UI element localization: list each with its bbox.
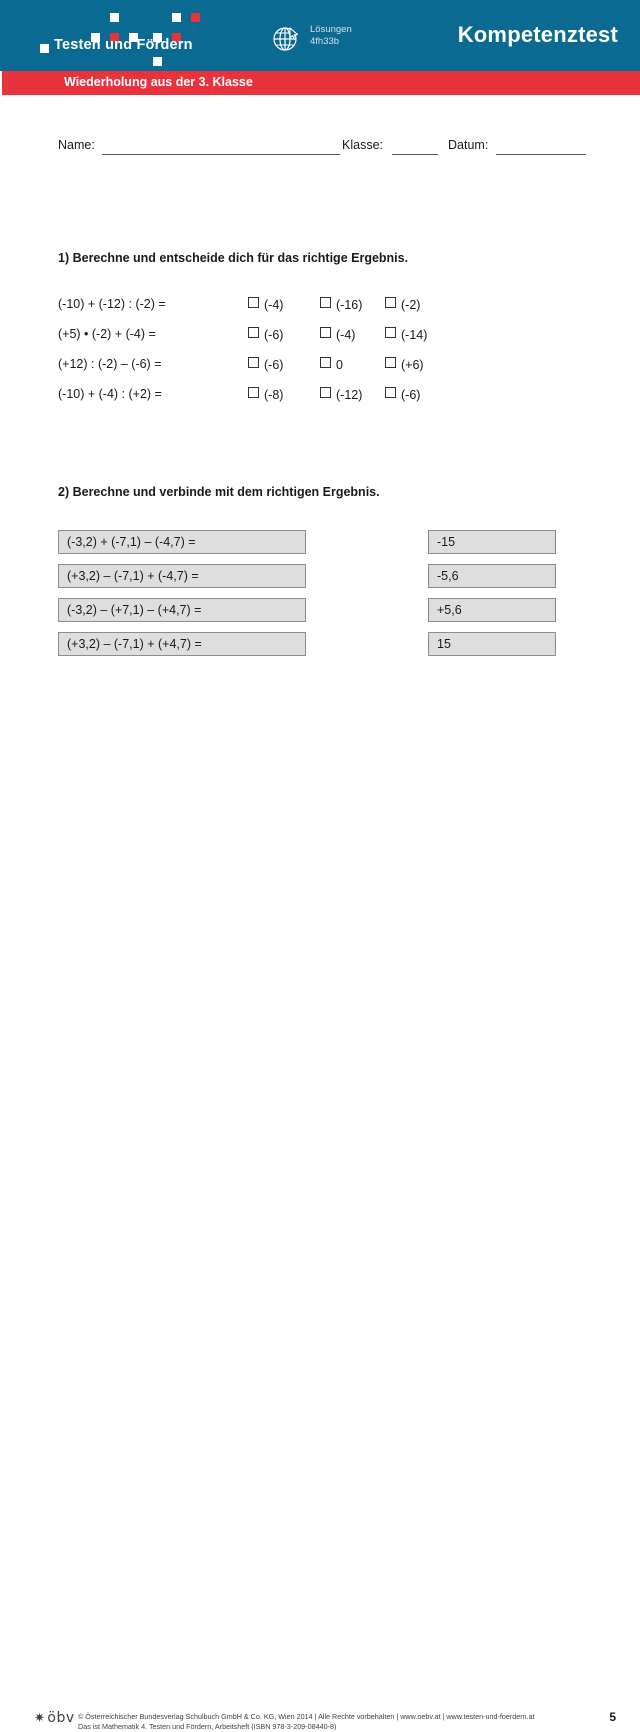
exercise-1-row <box>58 327 478 357</box>
checkbox-icon[interactable] <box>320 387 331 398</box>
logo-square-white <box>40 44 49 53</box>
checkbox-option[interactable] <box>320 297 362 312</box>
match-row <box>0 598 640 632</box>
option-label: (-2) <box>401 298 421 312</box>
checkbox-option[interactable] <box>385 387 420 402</box>
checkbox-icon[interactable] <box>320 297 331 308</box>
publisher-logo <box>34 1710 75 1726</box>
student-meta-row <box>58 138 588 158</box>
name-label: Name: <box>58 138 95 152</box>
option-label: (-6) <box>401 388 421 402</box>
match-row <box>0 530 640 564</box>
exercise-1-row <box>58 297 478 327</box>
datum-label: Datum: <box>448 138 489 152</box>
page-number: 5 <box>609 1710 616 1724</box>
brand-logo <box>0 0 260 71</box>
match-result-box[interactable]: -15 <box>428 530 556 554</box>
checkbox-icon[interactable] <box>385 327 396 338</box>
match-expression-box[interactable]: (+3,2) – (-7,1) + (+4,7) = <box>58 632 306 656</box>
klasse-label: Klasse: <box>342 138 383 152</box>
checkbox-icon[interactable] <box>248 327 259 338</box>
expression: (-10) + (-4) : (+2) = <box>58 387 162 401</box>
option-label: (-8) <box>264 388 284 402</box>
solutions-label-text: Lösungen <box>310 24 352 35</box>
match-expression-box[interactable]: (-3,2) – (+7,1) – (+4,7) = <box>58 598 306 622</box>
exercise-1-row <box>58 357 478 387</box>
checkbox-option[interactable] <box>248 297 283 312</box>
checkbox-option[interactable] <box>320 387 362 402</box>
option-label: (-16) <box>336 298 363 312</box>
copyright-block <box>78 1712 558 1732</box>
logo-square-white <box>172 13 181 22</box>
solutions-label <box>310 24 352 48</box>
logo-square-white <box>153 57 162 66</box>
star-icon: ✷ <box>34 1711 46 1726</box>
exercise-2-body <box>0 530 640 666</box>
option-label: (-6) <box>264 328 284 342</box>
match-result-box[interactable]: -5,6 <box>428 564 556 588</box>
section-banner-label: Wiederholung aus der 3. Klasse <box>64 75 253 89</box>
match-row <box>0 564 640 598</box>
checkbox-option[interactable] <box>320 357 343 372</box>
checkbox-icon[interactable] <box>385 297 396 308</box>
globe-cursor-icon <box>272 24 302 54</box>
match-result-box[interactable]: +5,6 <box>428 598 556 622</box>
match-expression-box[interactable]: (+3,2) – (-7,1) + (-4,7) = <box>58 564 306 588</box>
solutions-code: 4fh33b <box>310 36 340 47</box>
checkbox-option[interactable] <box>248 387 283 402</box>
checkbox-icon[interactable] <box>248 387 259 398</box>
name-input[interactable] <box>102 154 340 155</box>
option-label: (-4) <box>336 328 356 342</box>
option-label: (-12) <box>336 388 363 402</box>
expression: (+12) : (-2) – (-6) = <box>58 357 162 371</box>
logo-square-red <box>191 13 200 22</box>
checkbox-option[interactable] <box>248 357 283 372</box>
datum-input[interactable] <box>496 154 586 155</box>
match-expression-box[interactable]: (-3,2) + (-7,1) – (-4,7) = <box>58 530 306 554</box>
checkbox-option[interactable] <box>385 297 420 312</box>
option-label: 0 <box>336 358 343 372</box>
checkbox-option[interactable] <box>385 327 427 342</box>
checkbox-icon[interactable] <box>248 357 259 368</box>
option-label: (-6) <box>264 358 284 372</box>
exercise-2-title: 2) Berechne und verbinde mit dem richtigen Ergebnis. <box>58 485 380 499</box>
brand-name: Testen und Fördern <box>54 37 193 53</box>
expression: (-10) + (-12) : (-2) = <box>58 297 166 311</box>
option-label: (-4) <box>264 298 284 312</box>
page-title: Kompetenztest <box>457 22 618 47</box>
checkbox-icon[interactable] <box>385 387 396 398</box>
exercise-1-row <box>58 387 478 417</box>
copyright-line-1: © Österreichischer Bundesverlag Schulbuch GmbH & Co. KG, Wien 2014 | Alle Rechte vorbehalten | www.oebv.at | www.testen-und-foerdern.at <box>78 1712 535 1721</box>
section-banner <box>2 71 640 95</box>
expression: (+5) • (-2) + (-4) = <box>58 327 156 341</box>
checkbox-icon[interactable] <box>248 297 259 308</box>
match-row <box>0 632 640 666</box>
publisher-logo-text: öbv <box>47 1710 75 1726</box>
option-label: (+6) <box>401 358 424 372</box>
copyright-line-2: Das ist Mathematik 4. Testen und Fördern, Arbeitsheft (ISBN 978-3-209-08440-8) <box>78 1722 337 1731</box>
solutions-block <box>272 24 392 58</box>
page-header <box>0 0 640 71</box>
checkbox-icon[interactable] <box>320 357 331 368</box>
klasse-input[interactable] <box>392 154 438 155</box>
checkbox-option[interactable] <box>385 357 424 372</box>
exercise-1-body <box>58 297 478 417</box>
checkbox-option[interactable] <box>248 327 283 342</box>
option-label: (-14) <box>401 328 428 342</box>
match-result-box[interactable]: 15 <box>428 632 556 656</box>
exercise-1-title: 1) Berechne und entscheide dich für das richtige Ergebnis. <box>58 251 409 265</box>
checkbox-option[interactable] <box>320 327 355 342</box>
logo-square-white <box>110 13 119 22</box>
checkbox-icon[interactable] <box>385 357 396 368</box>
page-footer <box>0 852 640 1731</box>
checkbox-icon[interactable] <box>320 327 331 338</box>
